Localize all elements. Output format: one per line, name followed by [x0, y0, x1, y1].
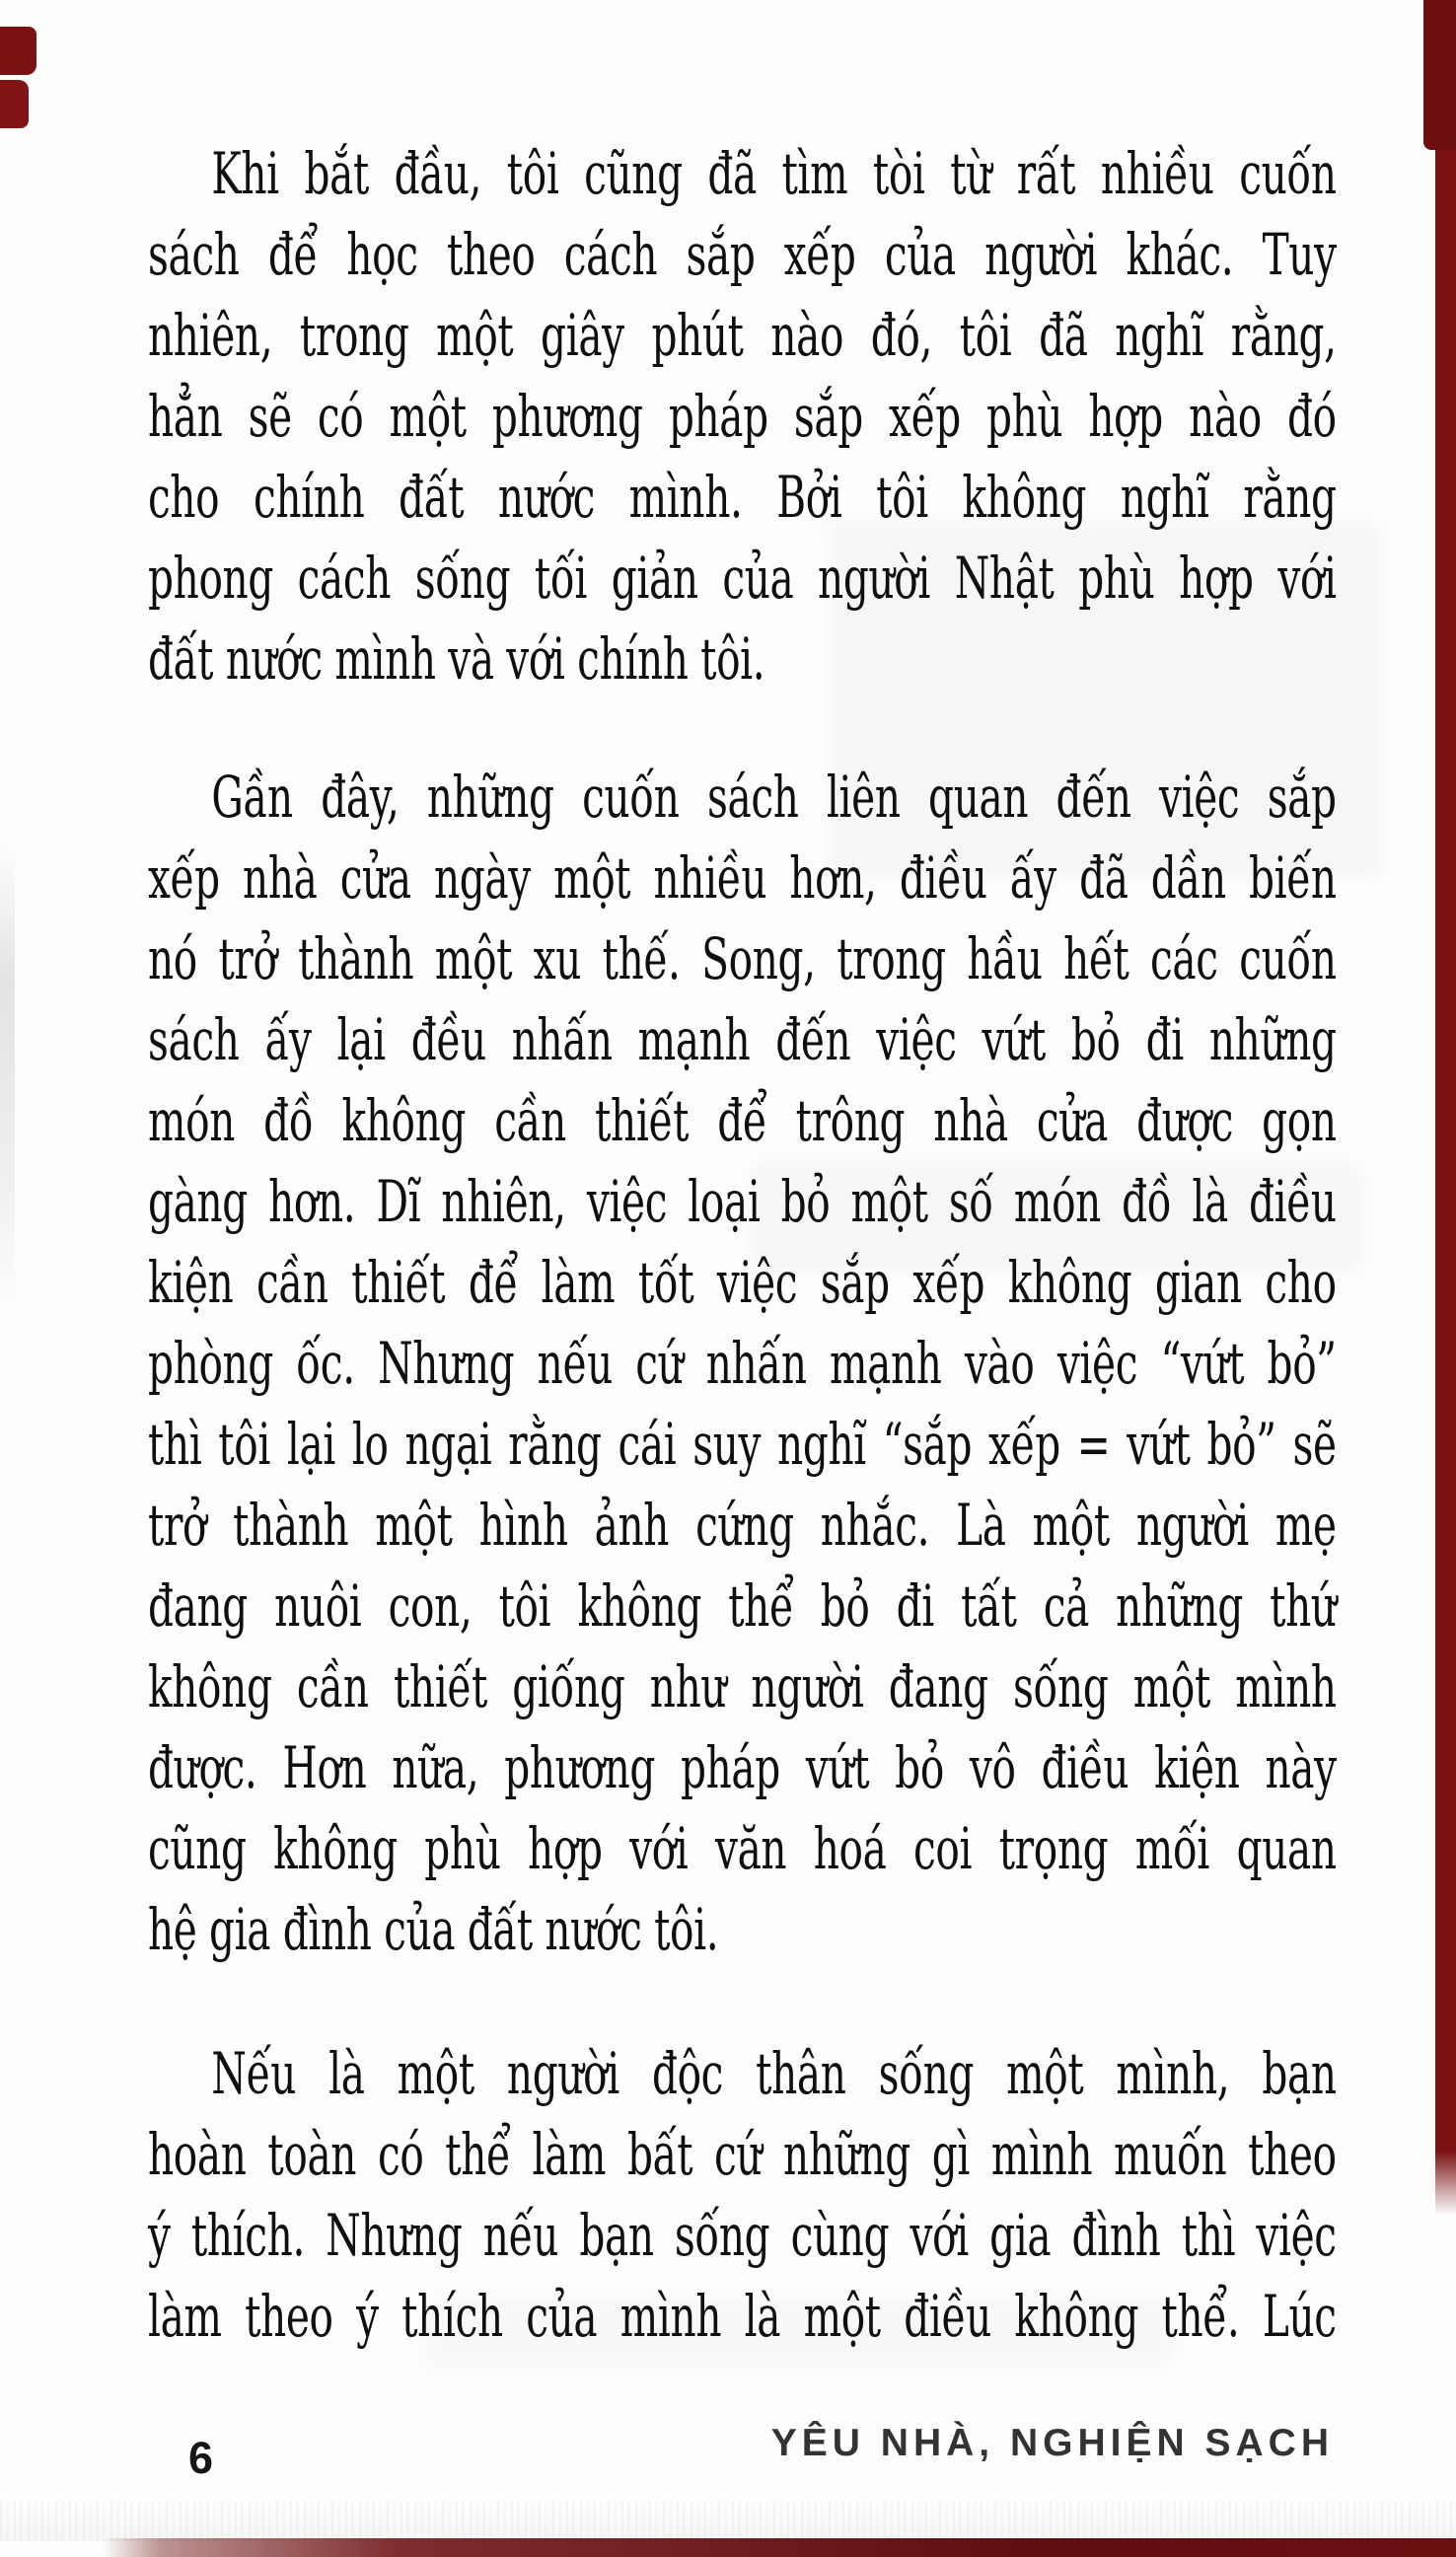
text-line: hệ gia đình của đất nước tôi. — [148, 1896, 719, 1963]
text-line: thì tôi lại lo ngại rằng cái suy nghĩ “sắp xếp = vứt bỏ” sẽ — [148, 1411, 1337, 1478]
text-line: ý thích. Nhưng nếu bạn sống cùng với gia đình thì việc — [148, 2202, 1337, 2269]
text-line: phong cách sống tối giản của người Nhật phù hợp với — [148, 545, 1337, 612]
text-line: được. Hơn nữa, phương pháp vứt bỏ vô điều kiện này — [148, 1734, 1337, 1801]
text-line: Khi bắt đầu, tôi cũng đã tìm tòi từ rất nhiều cuốn — [211, 140, 1337, 207]
paragraph — [148, 133, 1337, 699]
running-title: YÊU NHÀ, NGHIỆN SẠCH — [770, 2422, 1334, 2464]
text-line: cũng không phù hợp với văn hoá coi trọng mối quan — [148, 1815, 1337, 1882]
page-number: 6 — [188, 2433, 214, 2483]
text-line: món đồ không cần thiết để trông nhà cửa được gọn — [148, 1087, 1337, 1154]
text-line: Nếu là một người độc thân sống một mình, bạn — [211, 2040, 1337, 2107]
text-line: đang nuôi con, tôi không thể bỏ đi tất cả những thứ — [148, 1572, 1337, 1640]
scan-artifact-top-right-corner — [1423, 0, 1456, 150]
scan-artifact-top-left-tab — [0, 80, 29, 128]
text-line: Gần đây, những cuốn sách liên quan đến việc sắp — [211, 764, 1337, 831]
text-line: sách để học theo cách sắp xếp của người khác. Tuy — [148, 221, 1337, 288]
text-line: gàng hơn. Dĩ nhiên, việc loại bỏ một số món đồ là điều — [148, 1168, 1337, 1235]
text-line: trở thành một hình ảnh cứng nhắc. Là một người mẹ — [148, 1492, 1337, 1559]
text-line: đất nước mình và với chính tôi. — [148, 625, 765, 693]
scan-artifact-top-left-tab — [0, 27, 36, 75]
scan-artifact-left-streak — [0, 843, 15, 1307]
scan-artifact-bottom-strip — [103, 2538, 1456, 2557]
scan-artifact-right-spine-bar — [1435, 0, 1456, 2215]
paragraph — [148, 2033, 1337, 2357]
text-line: làm theo ý thích của mình là một điều không thể. Lúc — [148, 2283, 1337, 2350]
text-line: kiện cần thiết để làm tốt việc sắp xếp không gian cho — [148, 1249, 1337, 1316]
text-line: nó trở thành một xu thế. Song, trong hầu hết các cuốn — [148, 925, 1337, 992]
text-line: xếp nhà cửa ngày một nhiều hơn, điều ấy đã dần biến — [148, 844, 1337, 912]
text-line: hoàn toàn có thể làm bất cứ những gì mình muốn theo — [148, 2121, 1337, 2188]
text-line: phòng ốc. Nhưng nếu cứ nhấn mạnh vào việc “vứt bỏ” — [148, 1330, 1337, 1397]
text-line: nhiên, trong một giây phút nào đó, tôi đã nghĩ rằng, — [148, 302, 1337, 369]
text-line: hẳn sẽ có một phương pháp sắp xếp phù hợp nào đó — [148, 383, 1337, 450]
paragraph — [148, 757, 1337, 1970]
text-line: sách ấy lại đều nhấn mạnh đến việc vứt bỏ đi những — [148, 1006, 1337, 1073]
text-line: cho chính đất nước mình. Bởi tôi không nghĩ rằng — [148, 464, 1337, 531]
text-line: không cần thiết giống như người đang sống một mình — [148, 1653, 1337, 1720]
body-text — [148, 133, 1337, 2357]
scan-artifact-bottom-noise — [0, 2500, 1456, 2541]
